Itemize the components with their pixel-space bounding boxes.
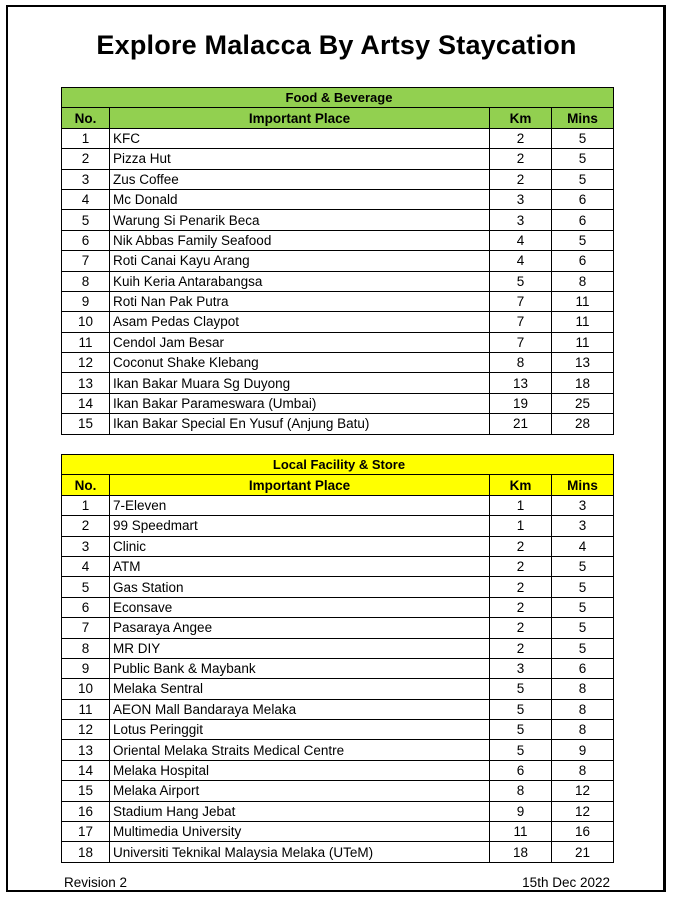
place-name: Clinic bbox=[110, 536, 490, 556]
distance-km: 1 bbox=[490, 495, 552, 515]
travel-mins: 9 bbox=[552, 740, 614, 760]
travel-mins: 13 bbox=[552, 353, 614, 373]
row-number: 10 bbox=[62, 312, 110, 332]
place-name: Public Bank & Maybank bbox=[110, 658, 490, 678]
row-number: 12 bbox=[62, 720, 110, 740]
facility-column-header bbox=[62, 475, 614, 495]
row-number: 1 bbox=[62, 128, 110, 148]
place-name: Roti Nan Pak Putra bbox=[110, 291, 490, 311]
table-row bbox=[62, 189, 614, 209]
table-row bbox=[62, 373, 614, 393]
travel-mins: 5 bbox=[552, 169, 614, 189]
food-beverage-table bbox=[61, 87, 614, 435]
place-name: Pizza Hut bbox=[110, 149, 490, 169]
table-row bbox=[62, 577, 614, 597]
distance-km: 2 bbox=[490, 618, 552, 638]
distance-km: 1 bbox=[490, 516, 552, 536]
table-row bbox=[62, 230, 614, 250]
distance-km: 7 bbox=[490, 332, 552, 352]
row-number: 2 bbox=[62, 149, 110, 169]
travel-mins: 3 bbox=[552, 516, 614, 536]
col-km-header: Km bbox=[490, 108, 552, 128]
table-row bbox=[62, 740, 614, 760]
distance-km: 8 bbox=[490, 781, 552, 801]
table-row bbox=[62, 801, 614, 821]
travel-mins: 5 bbox=[552, 230, 614, 250]
distance-km: 21 bbox=[490, 414, 552, 434]
place-name: Gas Station bbox=[110, 577, 490, 597]
distance-km: 13 bbox=[490, 373, 552, 393]
distance-km: 2 bbox=[490, 536, 552, 556]
row-number: 8 bbox=[62, 638, 110, 658]
place-name: Universiti Teknikal Malaysia Melaka (UTeM) bbox=[110, 842, 490, 862]
food-rows bbox=[62, 128, 614, 434]
travel-mins: 3 bbox=[552, 495, 614, 515]
facility-section-title: Local Facility & Store bbox=[62, 455, 614, 475]
row-number: 6 bbox=[62, 597, 110, 617]
distance-km: 2 bbox=[490, 149, 552, 169]
table-row bbox=[62, 149, 614, 169]
place-name: Stadium Hang Jebat bbox=[110, 801, 490, 821]
row-number: 6 bbox=[62, 230, 110, 250]
travel-mins: 5 bbox=[552, 597, 614, 617]
distance-km: 6 bbox=[490, 760, 552, 780]
col-no-header: No. bbox=[62, 475, 110, 495]
place-name: Melaka Sentral bbox=[110, 679, 490, 699]
row-number: 11 bbox=[62, 332, 110, 352]
place-name: 7-Eleven bbox=[110, 495, 490, 515]
row-number: 13 bbox=[62, 373, 110, 393]
distance-km: 19 bbox=[490, 393, 552, 413]
distance-km: 4 bbox=[490, 230, 552, 250]
travel-mins: 6 bbox=[552, 210, 614, 230]
travel-mins: 11 bbox=[552, 312, 614, 332]
table-row bbox=[62, 251, 614, 271]
row-number: 4 bbox=[62, 189, 110, 209]
travel-mins: 8 bbox=[552, 760, 614, 780]
table-row bbox=[62, 393, 614, 413]
row-number: 10 bbox=[62, 679, 110, 699]
table-row bbox=[62, 210, 614, 230]
distance-km: 5 bbox=[490, 720, 552, 740]
distance-km: 18 bbox=[490, 842, 552, 862]
row-number: 9 bbox=[62, 291, 110, 311]
distance-km: 11 bbox=[490, 822, 552, 842]
table-row bbox=[62, 842, 614, 862]
travel-mins: 5 bbox=[552, 556, 614, 576]
place-name: Roti Canai Kayu Arang bbox=[110, 251, 490, 271]
facility-section-header bbox=[62, 455, 614, 475]
travel-mins: 11 bbox=[552, 291, 614, 311]
row-number: 16 bbox=[62, 801, 110, 821]
place-name: KFC bbox=[110, 128, 490, 148]
table-row bbox=[62, 536, 614, 556]
row-number: 17 bbox=[62, 822, 110, 842]
table-row bbox=[62, 699, 614, 719]
row-number: 7 bbox=[62, 618, 110, 638]
row-number: 13 bbox=[62, 740, 110, 760]
table-row bbox=[62, 638, 614, 658]
distance-km: 9 bbox=[490, 801, 552, 821]
col-mins-header: Mins bbox=[552, 108, 614, 128]
distance-km: 4 bbox=[490, 251, 552, 271]
col-mins-header: Mins bbox=[552, 475, 614, 495]
table-row bbox=[62, 556, 614, 576]
distance-km: 2 bbox=[490, 128, 552, 148]
row-number: 5 bbox=[62, 210, 110, 230]
travel-mins: 4 bbox=[552, 536, 614, 556]
place-name: Nik Abbas Family Seafood bbox=[110, 230, 490, 250]
table-row bbox=[62, 658, 614, 678]
place-name: MR DIY bbox=[110, 638, 490, 658]
food-column-header bbox=[62, 108, 614, 128]
row-number: 11 bbox=[62, 699, 110, 719]
distance-km: 7 bbox=[490, 291, 552, 311]
travel-mins: 5 bbox=[552, 618, 614, 638]
travel-mins: 8 bbox=[552, 679, 614, 699]
row-number: 12 bbox=[62, 353, 110, 373]
row-number: 4 bbox=[62, 556, 110, 576]
distance-km: 2 bbox=[490, 638, 552, 658]
travel-mins: 12 bbox=[552, 801, 614, 821]
col-place-header: Important Place bbox=[110, 475, 490, 495]
table-row bbox=[62, 781, 614, 801]
table-row bbox=[62, 128, 614, 148]
distance-km: 3 bbox=[490, 210, 552, 230]
travel-mins: 8 bbox=[552, 699, 614, 719]
table-row bbox=[62, 760, 614, 780]
table-row bbox=[62, 332, 614, 352]
distance-km: 5 bbox=[490, 679, 552, 699]
row-number: 9 bbox=[62, 658, 110, 678]
place-name: Cendol Jam Besar bbox=[110, 332, 490, 352]
table-row bbox=[62, 720, 614, 740]
travel-mins: 6 bbox=[552, 189, 614, 209]
place-name: Ikan Bakar Parameswara (Umbai) bbox=[110, 393, 490, 413]
distance-km: 5 bbox=[490, 699, 552, 719]
place-name: Asam Pedas Claypot bbox=[110, 312, 490, 332]
travel-mins: 5 bbox=[552, 577, 614, 597]
place-name: Ikan Bakar Special En Yusuf (Anjung Batu) bbox=[110, 414, 490, 434]
travel-mins: 5 bbox=[552, 638, 614, 658]
distance-km: 3 bbox=[490, 189, 552, 209]
row-number: 15 bbox=[62, 414, 110, 434]
place-name: AEON Mall Bandaraya Melaka bbox=[110, 699, 490, 719]
place-name: Lotus Peringgit bbox=[110, 720, 490, 740]
travel-mins: 5 bbox=[552, 128, 614, 148]
place-name: Melaka Airport bbox=[110, 781, 490, 801]
travel-mins: 25 bbox=[552, 393, 614, 413]
table-row bbox=[62, 495, 614, 515]
local-facility-table bbox=[61, 454, 614, 863]
table-row bbox=[62, 618, 614, 638]
place-name: Warung Si Penarik Beca bbox=[110, 210, 490, 230]
place-name: Pasaraya Angee bbox=[110, 618, 490, 638]
table-row bbox=[62, 291, 614, 311]
table-row bbox=[62, 414, 614, 434]
row-number: 14 bbox=[62, 760, 110, 780]
place-name: 99 Speedmart bbox=[110, 516, 490, 536]
travel-mins: 28 bbox=[552, 414, 614, 434]
travel-mins: 21 bbox=[552, 842, 614, 862]
place-name: Ikan Bakar Muara Sg Duyong bbox=[110, 373, 490, 393]
table-row bbox=[62, 516, 614, 536]
row-number: 8 bbox=[62, 271, 110, 291]
travel-mins: 16 bbox=[552, 822, 614, 842]
row-number: 18 bbox=[62, 842, 110, 862]
distance-km: 5 bbox=[490, 740, 552, 760]
distance-km: 2 bbox=[490, 169, 552, 189]
row-number: 15 bbox=[62, 781, 110, 801]
row-number: 14 bbox=[62, 393, 110, 413]
travel-mins: 5 bbox=[552, 149, 614, 169]
travel-mins: 8 bbox=[552, 271, 614, 291]
travel-mins: 8 bbox=[552, 720, 614, 740]
travel-mins: 18 bbox=[552, 373, 614, 393]
distance-km: 2 bbox=[490, 556, 552, 576]
row-number: 3 bbox=[62, 169, 110, 189]
row-number: 5 bbox=[62, 577, 110, 597]
place-name: Kuih Keria Antarabangsa bbox=[110, 271, 490, 291]
distance-km: 3 bbox=[490, 658, 552, 678]
table-row bbox=[62, 312, 614, 332]
col-place-header: Important Place bbox=[110, 108, 490, 128]
distance-km: 2 bbox=[490, 597, 552, 617]
revision-label: Revision 2 bbox=[64, 875, 128, 890]
col-no-header: No. bbox=[62, 108, 110, 128]
place-name: Multimedia University bbox=[110, 822, 490, 842]
place-name: Zus Coffee bbox=[110, 169, 490, 189]
place-name: Mc Donald bbox=[110, 189, 490, 209]
table-row bbox=[62, 597, 614, 617]
row-number: 7 bbox=[62, 251, 110, 271]
table-row bbox=[62, 271, 614, 291]
page-title: Explore Malacca By Artsy Staycation bbox=[96, 30, 577, 60]
distance-km: 5 bbox=[490, 271, 552, 291]
facility-rows bbox=[62, 495, 614, 862]
travel-mins: 6 bbox=[552, 658, 614, 678]
food-section-header bbox=[62, 88, 614, 108]
distance-km: 8 bbox=[490, 353, 552, 373]
table-row bbox=[62, 353, 614, 373]
table-row bbox=[62, 679, 614, 699]
place-name: Coconut Shake Klebang bbox=[110, 353, 490, 373]
table-row bbox=[62, 169, 614, 189]
col-km-header: Km bbox=[490, 475, 552, 495]
food-section-title: Food & Beverage bbox=[62, 88, 614, 108]
place-name: Oriental Melaka Straits Medical Centre bbox=[110, 740, 490, 760]
distance-km: 7 bbox=[490, 312, 552, 332]
place-name: Melaka Hospital bbox=[110, 760, 490, 780]
travel-mins: 12 bbox=[552, 781, 614, 801]
distance-km: 2 bbox=[490, 577, 552, 597]
travel-mins: 6 bbox=[552, 251, 614, 271]
travel-mins: 11 bbox=[552, 332, 614, 352]
row-number: 3 bbox=[62, 536, 110, 556]
row-number: 1 bbox=[62, 495, 110, 515]
revision-date: 15th Dec 2022 bbox=[522, 875, 610, 890]
place-name: Econsave bbox=[110, 597, 490, 617]
table-row bbox=[62, 822, 614, 842]
place-name: ATM bbox=[110, 556, 490, 576]
row-number: 2 bbox=[62, 516, 110, 536]
